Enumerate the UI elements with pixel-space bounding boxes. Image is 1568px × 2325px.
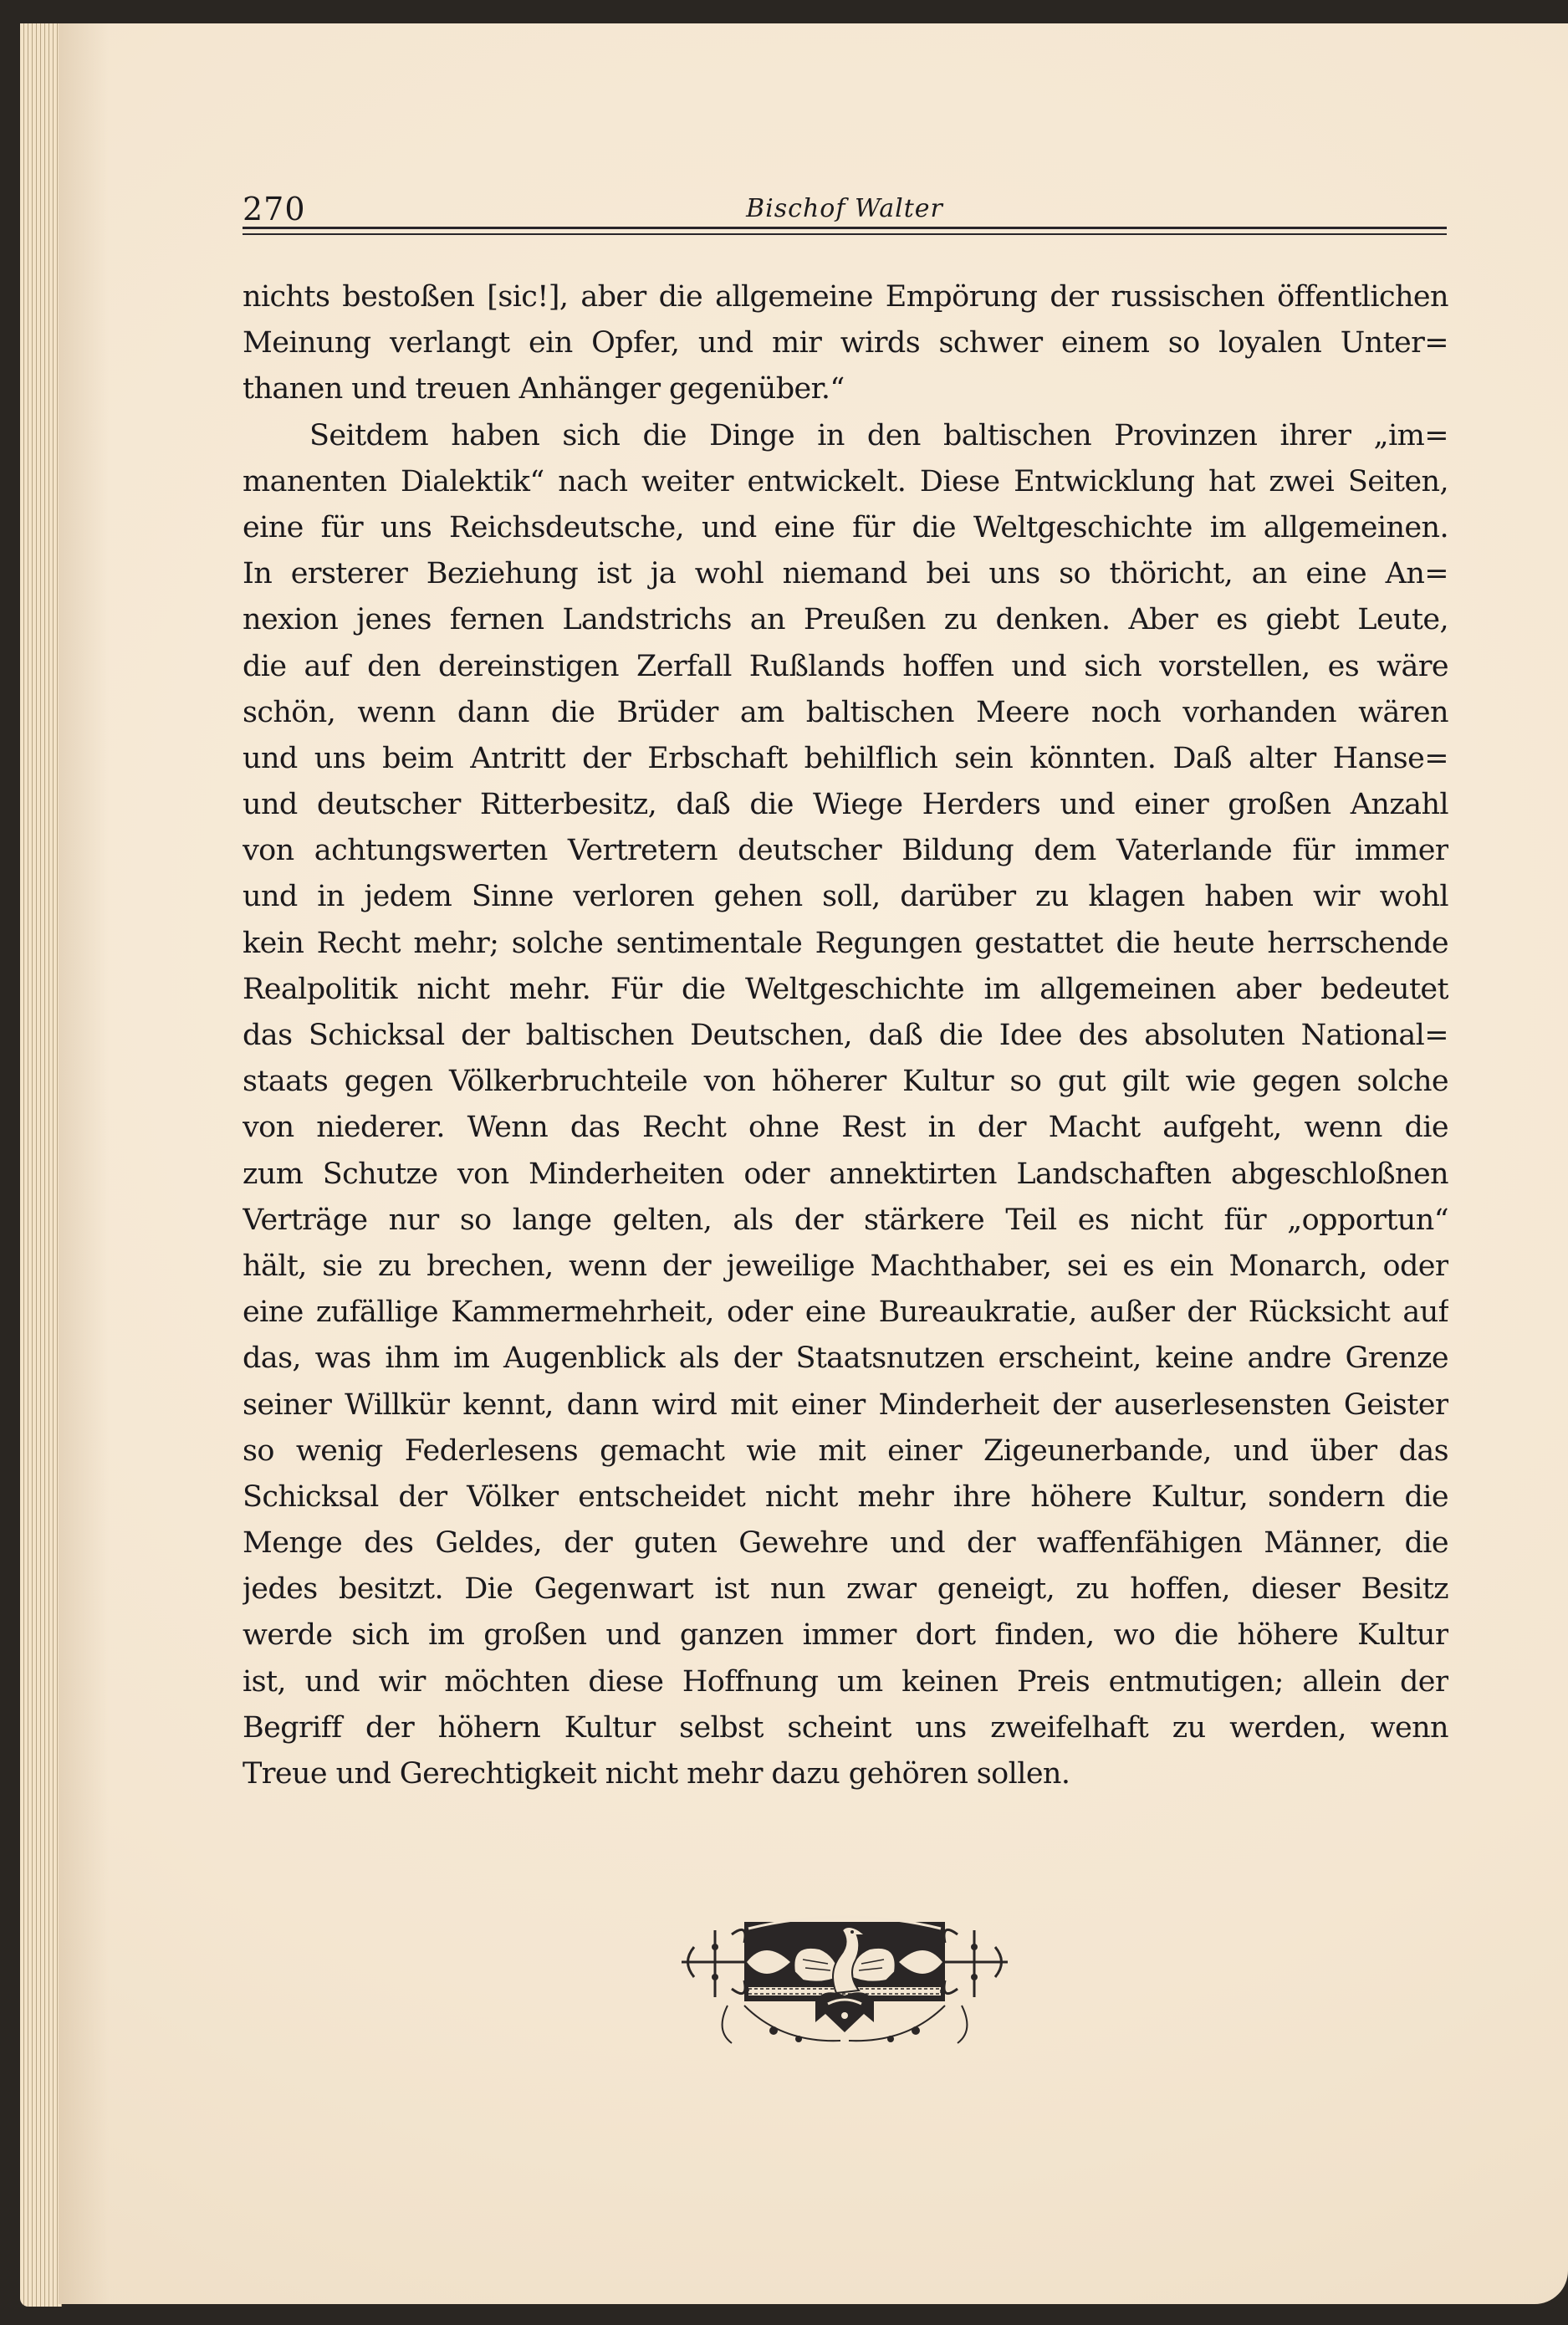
text-line: eine für uns Reichsdeutsche, und eine für die Weltgeschichte im allgemeinen. <box>243 510 1448 544</box>
text-line-paragraph-start: Seitdem haben sich die Dinge in den baltischen Provinzen ihrer „im= <box>309 418 1448 452</box>
text-line: staats gegen Völkerbruchteile von höherer Kultur so gut gilt wie gegen solche <box>243 1065 1448 1099</box>
page-edges-stack <box>20 23 62 2307</box>
running-title: Bischof Walter <box>746 194 943 223</box>
body-text <box>243 274 1448 1797</box>
text-line: das, was ihm im Augenblick als der Staatsnutzen erscheint, keine andre Grenze <box>243 1341 1448 1376</box>
text-line: von achtungswerten Vertretern deutscher Bildung dem Vaterlande für immer <box>243 834 1448 868</box>
text-line: Menge des Geldes, der guten Gewehre und der waffenfähigen Männer, die <box>243 1526 1448 1561</box>
text-line: eine zufällige Kammermehrheit, oder eine Bureaukratie, außer der Rücksicht auf <box>243 1295 1448 1330</box>
header-rule-bottom <box>243 233 1447 235</box>
gutter-shadow <box>59 23 109 2304</box>
text-line: so wenig Federlesens gemacht wie mit einer Zigeunerbande, und über das <box>243 1433 1448 1468</box>
text-line: Begriff der höhern Kultur selbst scheint uns zweifelhaft zu werden, wenn <box>243 1710 1448 1745</box>
text-line: hält, sie zu brechen, wenn der jeweilige Machthaber, sei es ein Monarch, oder <box>243 1249 1448 1283</box>
text-line: Verträge nur so lange gelten, als der stärkere Teil es nicht für „opportun“ <box>243 1203 1448 1237</box>
text-line: und uns beim Antritt der Erbschaft behilflich sein könnten. Daß alter Hanse= <box>243 741 1448 775</box>
text-line: von niederer. Wenn das Recht ohne Rest in der Macht aufgeht, wenn die <box>243 1111 1448 1145</box>
text-line: schön, wenn dann die Brüder am baltischen Meere noch vorhanden wären <box>243 695 1448 729</box>
text-line: die auf den dereinstigen Zerfall Rußlands hoffen und sich vorstellen, es wäre <box>243 649 1448 683</box>
text-line: jedes besitzt. Die Gegenwart ist nun zwar geneigt, zu hoffen, dieser Besitz <box>243 1572 1448 1607</box>
text-line: seiner Willkür kennt, dann wird mit einer Minderheit der auserlesensten Geister <box>243 1387 1448 1422</box>
text-line: und in jedem Sinne verloren gehen soll, darüber zu klagen haben wir wohl <box>243 880 1448 914</box>
text-line: ist, und wir möchten diese Hoffnung um keinen Preis entmutigen; allein der <box>243 1664 1448 1699</box>
text-line: nichts bestoßen [sic!], aber die allgemeine Empörung der russischen öffentlichen <box>243 280 1448 314</box>
text-line: manenten Dialektik“ nach weiter entwickelt. Diese Entwicklung hat zwei Seiten, <box>243 464 1448 498</box>
text-line: thanen und treuen Anhänger gegenüber.“ <box>243 372 845 406</box>
text-line: zum Schutze von Minderheiten oder annektirten Landschaften abgeschloßnen <box>243 1157 1448 1191</box>
text-line: Schicksal der Völker entscheidet nicht mehr ihre höhere Kultur, sondern die <box>243 1479 1448 1514</box>
page-number: 270 <box>243 191 306 227</box>
text-line: Meinung verlangt ein Opfer, und mir wirds schwer einem so loyalen Unter= <box>243 326 1448 360</box>
text-line: kein Recht mehr; solche sentimentale Regungen gestattet die heute herrschende <box>243 926 1448 960</box>
text-line: In ersterer Beziehung ist ja wohl niemand bei uns so thöricht, an eine An= <box>243 557 1448 591</box>
tailpiece-vignette-bird-icon <box>665 1897 1024 2060</box>
text-line: das Schicksal der baltischen Deutschen, daß die Idee des absoluten National= <box>243 1019 1448 1052</box>
text-line: werde sich im großen und ganzen immer dort finden, wo die höhere Kultur <box>243 1618 1448 1653</box>
header-rule-top <box>243 227 1447 229</box>
text-line: nexion jenes fernen Landstrichs an Preußen zu denken. Aber es giebt Leute, <box>243 603 1448 637</box>
text-line: Treue und Gerechtigkeit nicht mehr dazu gehören sollen. <box>243 1757 1070 1791</box>
text-line: Realpolitik nicht mehr. Für die Weltgeschichte im allgemeinen aber bedeutet <box>243 972 1448 1006</box>
running-head <box>243 176 1447 226</box>
text-line: und deutscher Ritterbesitz, daß die Wiege Herders und einer großen Anzahl <box>243 788 1448 822</box>
